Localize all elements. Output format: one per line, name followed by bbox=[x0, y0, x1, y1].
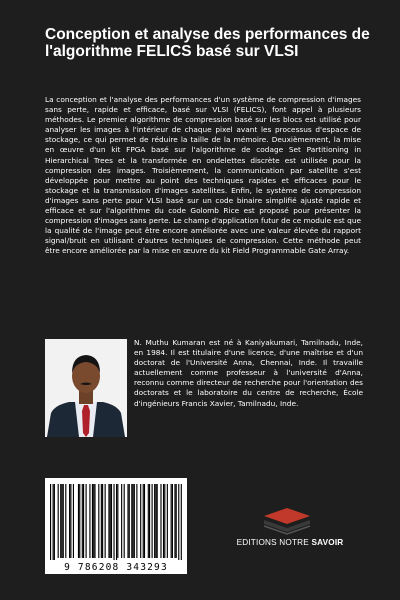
barcode-bar bbox=[181, 484, 182, 560]
barcode-bar bbox=[124, 484, 125, 558]
book-title: Conception et analyse des performances de l'algorithme FELICS basé sur VLSI bbox=[45, 26, 370, 60]
barcode-bar bbox=[82, 484, 83, 558]
isbn-number: 9 786208 343293 bbox=[64, 562, 168, 573]
barcode-bar bbox=[116, 484, 117, 560]
barcode-bar bbox=[144, 484, 145, 558]
barcode-bar bbox=[160, 484, 161, 558]
barcode-bar bbox=[117, 484, 118, 558]
barcode-bar bbox=[79, 484, 80, 558]
barcode-bar bbox=[143, 484, 144, 558]
barcode-bar bbox=[78, 484, 79, 558]
barcode-bar bbox=[86, 484, 87, 558]
barcode-bar bbox=[73, 484, 74, 558]
barcode-bar bbox=[53, 484, 54, 560]
barcode-bar bbox=[121, 484, 122, 558]
barcode-bar bbox=[50, 484, 51, 560]
barcode bbox=[45, 478, 187, 574]
barcode-bar bbox=[149, 484, 150, 558]
barcode-bar bbox=[157, 484, 158, 558]
barcode-bar bbox=[129, 484, 130, 558]
barcode-bar bbox=[60, 484, 61, 558]
barcode-bar bbox=[54, 484, 55, 560]
barcode-bar bbox=[163, 484, 164, 558]
barcode-bar bbox=[113, 484, 114, 560]
barcode-bar bbox=[127, 484, 128, 558]
barcode-bar bbox=[63, 484, 64, 558]
author-bio: N. Muthu Kumaran est né à Kaniyakumari, Tamilnadu, Inde, en 1984. Il est titulaire d'une licence, d'une maîtrise et d'un doctorat de l'Université Anna, Chennai, Inde. Il travaille actuellement comme professeur à l'université d'Anna, reconnu comme directeur de recherche pour l'orientation des doctorats et le laboratoire du centre de recherche, École d'ingénieurs Francis Xavier, Tamilnadu, Inde. bbox=[134, 338, 363, 408]
barcode-bar bbox=[154, 484, 155, 558]
barcode-bar bbox=[102, 484, 103, 558]
barcode-bar bbox=[136, 484, 137, 558]
barcode-bar bbox=[98, 484, 99, 558]
barcode-bar bbox=[94, 484, 95, 558]
book-abstract: La conception et l'analyse des performances d'un système de compression d'images sans perte, rapide et efficace, basé sur VLSI (FELICS), font appel à plusieurs méthodes. Le premier algorithme de compression basé sur les blocs est utilisé pour analyser les images à l'intérieur de chaque pixel avant les processus d'espace de stockage, ce qui permet de réduire la taille de la mémoire. Deuxièmement, la mise en œuvre d'un kit FPGA basé sur l'algorithme de codage Set Partitioning in Hierarchical Trees et la transformée en ondelettes discrète est utilisée pour la compression des images. Troisièmement, la communication par satellite s'est développée pour mettre au point des techniques rapides et efficaces pour le stockage et la transmission d'images satellites. Enfin, le système de compression d'images sans perte pour VLSI basé sur un code binaire simplifié ajusté rapide et efficace et sur l'algorithme du code Golomb Rice est proposé pour présenter la compression d'images sans perte. Le champ d'application futur de ce module est que la qualité de l'image peut être encore améliorée avec une valeur élevée du rapport signal/bruit en utilisant d'autres techniques de compression. Cette méthode peut être encore améliorée par la mise en œuvre du kit Field Programmable Gate Array. bbox=[45, 95, 361, 256]
barcode-bar bbox=[152, 484, 153, 558]
barcode-bar bbox=[167, 484, 168, 558]
barcode-bars bbox=[50, 484, 182, 560]
barcode-bar bbox=[111, 484, 112, 558]
barcode-bar bbox=[178, 484, 179, 560]
barcode-bar bbox=[83, 484, 84, 558]
barcode-bar bbox=[93, 484, 94, 558]
barcode-bar bbox=[140, 484, 141, 558]
barcode-bar bbox=[58, 484, 59, 558]
barcode-bar bbox=[171, 484, 172, 558]
barcode-bar bbox=[155, 484, 156, 558]
author-photo bbox=[45, 339, 127, 437]
barcode-bar bbox=[172, 484, 173, 558]
barcode-bar bbox=[65, 484, 66, 558]
publisher-name-bold: SAVOIR bbox=[311, 538, 344, 547]
publisher-name-light: EDITIONS NOTRE bbox=[236, 538, 312, 547]
barcode-bar bbox=[164, 484, 165, 558]
barcode-bar bbox=[89, 484, 90, 558]
barcode-bar bbox=[101, 484, 102, 558]
barcode-bar bbox=[108, 484, 109, 558]
barcode-bar bbox=[105, 484, 106, 558]
publisher-name bbox=[230, 538, 350, 547]
barcode-bar bbox=[69, 484, 70, 558]
barcode-bar bbox=[110, 484, 111, 558]
barcode-bar bbox=[70, 484, 71, 558]
barcode-bar bbox=[133, 484, 134, 558]
barcode-bar bbox=[92, 484, 93, 558]
barcode-bar bbox=[134, 484, 135, 558]
barcode-bar bbox=[61, 484, 62, 558]
barcode-bar bbox=[148, 484, 149, 558]
barcode-bar bbox=[131, 484, 132, 558]
barcode-bar bbox=[176, 484, 177, 558]
barcode-bar bbox=[174, 484, 175, 558]
publisher-logo-icon bbox=[252, 502, 322, 536]
